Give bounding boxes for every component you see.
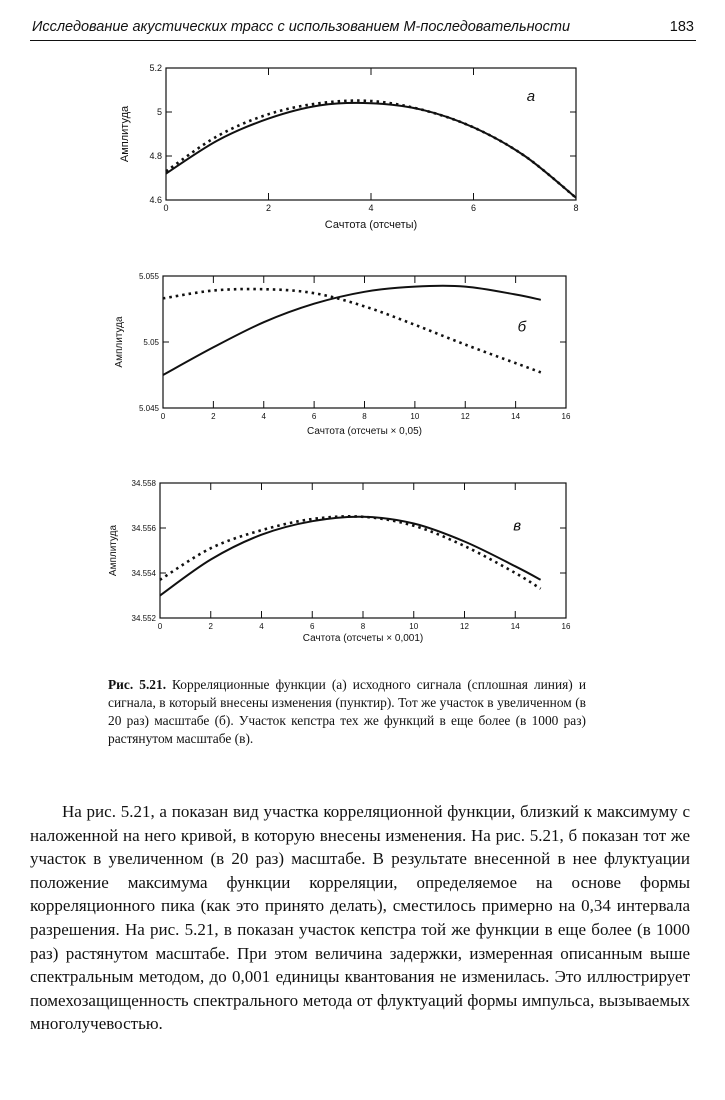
body-paragraph: На рис. 5.21, а показан вид участка корреляционной функции, близкий к максимуму с наложенной на него кривой, в которую внесены изменения. На рис. 5.21, б показан тот же участок в увеличенном (в 20 раз) масштабе. В результате внесенной в нее флуктуации положение максимума функции корреляции, определяемое на основе формы корреляционного пика (как это принято делать), сместилось примерно на 0,34 интервала разрешения. На рис. 5.21, в показан участок кепстра той же функции в еще более (в 1000 раз) растянутом масштабе. При этом величина задержки, измеренная описанным выше спектральным методом, до 0,001 единицы квантования не изменилась. Это иллюстрирует помехозащищенность спектрального метода от флуктуаций формы импульса, вызываемых многолучевостью. [30, 802, 690, 1034]
x-tick-label: 6 [470, 203, 477, 213]
x-axis-label: Сачтота (отсчеты × 0,05) [307, 426, 422, 437]
y-tick-label: 34.556 [131, 524, 156, 533]
y-axis-label: Амплитуда [119, 105, 131, 163]
x-tick-label: 12 [460, 412, 470, 421]
x-tick-label: 0 [163, 203, 169, 213]
y-tick-label: 34.554 [131, 569, 156, 578]
page-number: 183 [669, 19, 694, 35]
x-tick-label: 6 [311, 412, 317, 421]
series-dashed-line [160, 516, 541, 588]
x-axis-label: Сачтота (отсчеты × 0,001) [302, 633, 424, 644]
figure-caption [108, 676, 586, 748]
y-tick-label: 5.2 [149, 63, 162, 73]
x-tick-label: 10 [410, 412, 420, 421]
y-tick-label: 34.558 [131, 479, 156, 488]
x-tick-label: 0 [160, 412, 166, 421]
x-tick-label: 4 [368, 203, 374, 213]
x-tick-label: 4 [261, 412, 266, 421]
y-axis-label: Амплитуда [108, 524, 119, 577]
panel-label: б [517, 318, 527, 336]
y-tick-label: 5.05 [143, 338, 159, 347]
running-header [30, 16, 696, 41]
figure-caption-text: Корреляционные функции (а) исходного сигнала (сплошная линия) и сигнала, в который внесены изменения (пунктир). Тот же участок в увеличенном (в 20 раз) масштабе (б). Участок кепстра тех же функций в еще более (в 1000 раз) растянутом масштабе (в). [108, 677, 586, 746]
y-tick-label: 5 [156, 107, 162, 117]
y-axis-label: Амплитуда [114, 316, 125, 368]
series-dashed-line [163, 289, 541, 372]
panel-label: а [526, 88, 536, 105]
series-solid-line [160, 517, 541, 596]
running-header-title: Исследование акустических трасс с использованием М-последовательности [32, 19, 571, 35]
y-tick-label: 5.045 [138, 404, 159, 413]
x-tick-label: 2 [265, 203, 272, 213]
series-solid-line [166, 103, 576, 198]
panel-label: в [513, 517, 522, 535]
x-tick-label: 10 [409, 622, 419, 631]
x-tick-label: 4 [259, 622, 264, 631]
x-tick-label: 14 [510, 622, 520, 631]
figure-panel-c [0, 475, 725, 655]
x-tick-label: 2 [208, 622, 213, 631]
x-tick-label: 8 [362, 412, 367, 421]
x-tick-label: 12 [460, 622, 469, 631]
y-tick-label: 4.8 [149, 151, 162, 161]
chart-b-svg [0, 268, 725, 448]
x-tick-label: 16 [561, 622, 571, 631]
x-tick-label: 6 [310, 622, 315, 631]
chart-c-svg [0, 475, 725, 655]
x-tick-label: 0 [157, 622, 163, 631]
series-solid-line [163, 286, 541, 375]
x-tick-label: 8 [573, 203, 579, 213]
figure-panel-b [0, 268, 725, 448]
plot-frame [166, 68, 576, 200]
plot-frame [160, 483, 566, 618]
y-tick-label: 5.055 [138, 272, 159, 281]
y-tick-label: 4.6 [149, 195, 162, 205]
figure-number: Рис. 5.21. [108, 677, 167, 692]
chart-a-svg [0, 60, 725, 240]
x-tick-label: 16 [561, 412, 571, 421]
figure-panel-a [0, 60, 725, 240]
x-tick-label: 2 [211, 412, 216, 421]
y-tick-label: 34.552 [131, 614, 156, 623]
x-axis-label: Сачтота (отсчеты) [324, 219, 418, 231]
x-tick-label: 14 [511, 412, 521, 421]
x-tick-label: 8 [360, 622, 366, 631]
